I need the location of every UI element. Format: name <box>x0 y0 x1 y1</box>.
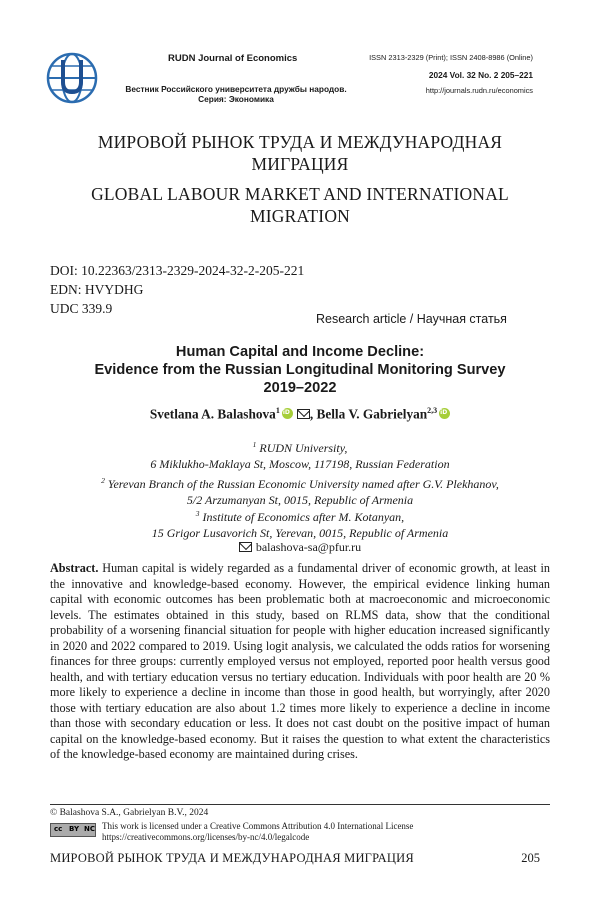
article-type: Research article / Научная статья <box>316 312 507 326</box>
edn: EDN: HVYDHG <box>50 282 144 297</box>
email-icon <box>239 542 252 552</box>
rudn-logo-icon <box>46 52 98 104</box>
section-title-en-line1: GLOBAL LABOUR MARKET AND INTERNATIONAL <box>91 184 509 204</box>
footnote-divider <box>50 804 550 805</box>
affiliation-address: 6 Miklukho-Maklaya St, Moscow, 117198, Russian Federation <box>150 457 450 471</box>
affiliation-address: 5/2 Arzumanyan St, 0015, Republic of Armenia <box>186 493 414 507</box>
license-url[interactable]: https://creativecommons.org/licenses/by-nc/4.0/legalcode <box>102 832 310 842</box>
article-title-line1: Human Capital and Income Decline: <box>175 344 425 360</box>
cc-by-nc-icon[interactable]: cc BY NC <box>50 823 96 837</box>
affiliation-mark: 2 <box>101 476 105 485</box>
email-icon[interactable] <box>297 409 310 419</box>
article-identifiers <box>50 261 304 318</box>
article-title <box>50 343 550 397</box>
affiliation-name: Institute of Economics after M. Kotanyan, <box>199 510 405 524</box>
abstract-text: Human capital is widely regarded as a fundamental driver of economic growth, at least in the innovative and knowledge-based economy. However, the empirical evidence linking human capital with economic outcomes has been problematic both at macroeconomic and microeconomic levels. The estimates obtained in this study, based on RLMS data, show that the conditional probability of a worsening financial situation for people with higher education increased significantly in 2020 and 2022 compared to 2019. Using logit analysis, we calculated the odds ratios for worsening finances for three groups: currently employed versus not employed, reported poor health versus good health, and with tertiary education versus no tertiary education. Individuals with poor health are 20 % more likely to experience a decline in income than those in good health, but worryingly, after 2020 those with tertiary education are also about 1.2 times more likely to experience a decline in income than those with secondary education or less. It does not cast doubt on the positive impact of human capital on the knowledge-based economy. But it raises the question to what extent the characteristics of the knowledge-based economy are maintained during crises. <box>50 561 550 761</box>
doi[interactable]: DOI: 10.22363/2313-2329-2024-32-2-205-221 <box>50 263 305 278</box>
journal-title-ru-line2: Серия: Экономика <box>198 94 274 104</box>
affiliation-mark: 3 <box>195 509 200 518</box>
page-number: 205 <box>521 851 540 865</box>
affiliation-name: Yerevan Branch of the Russian Economic University named after G.V. Plekhanov, <box>104 477 499 491</box>
author-separator: , <box>309 406 317 422</box>
section-title-en <box>60 183 540 227</box>
abstract <box>50 561 550 763</box>
article-title-line2: Evidence from the Russian Longitudinal Monitoring Survey <box>94 362 506 378</box>
affiliation-2 <box>50 473 550 508</box>
license-text: This work is licensed under a Creative Commons Attribution 4.0 International License <box>102 821 414 831</box>
author-affiliation-mark: 2,3 <box>427 406 438 415</box>
email-address[interactable]: balashova-sa@pfur.ru <box>255 540 362 554</box>
article-title-line3: 2019–2022 <box>263 380 337 396</box>
affiliation-address: 15 Grigor Lusavorich St, Yerevan, 0015, Republic of Armenia <box>151 526 449 540</box>
abstract-label: Abstract. <box>50 561 99 575</box>
orcid-icon[interactable] <box>439 408 450 419</box>
corresponding-email <box>50 540 550 555</box>
author-affiliation-mark: 1 <box>275 406 280 415</box>
issn: ISSN 2313-2329 (Print); ISSN 2408-8986 (Online) <box>369 53 533 62</box>
udc: UDC 339.9 <box>50 301 113 316</box>
copyright: © Balashova S.A., Gabrielyan B.V., 2024 <box>50 808 209 818</box>
authors <box>50 406 550 422</box>
affiliation-name: RUDN University, <box>256 441 348 455</box>
journal-url[interactable]: http://journals.rudn.ru/economics <box>425 86 533 95</box>
section-title-ru-line2: МИГРАЦИЯ <box>251 154 349 174</box>
section-title-ru-line1: МИРОВОЙ РЫНОК ТРУДА И МЕЖДУНАРОДНАЯ <box>97 132 503 152</box>
section-title-ru <box>60 131 540 175</box>
affiliation-1 <box>50 437 550 472</box>
volume-info: 2024 Vol. 32 No. 2 205–221 <box>428 70 533 80</box>
journal-title-ru <box>116 84 356 104</box>
affiliation-3 <box>50 506 550 541</box>
orcid-icon[interactable] <box>282 408 293 419</box>
license <box>102 821 413 843</box>
affiliation-mark: 1 <box>252 440 257 449</box>
section-title-en-line2: MIGRATION <box>250 206 350 226</box>
journal-title: RUDN Journal of Economics <box>168 53 298 64</box>
journal-title-ru-line1: Вестник Российского университета дружбы народов. <box>125 84 347 94</box>
author-name: Bella V. Gabrielyan <box>316 406 428 422</box>
running-footer-section: МИРОВОЙ РЫНОК ТРУДА И МЕЖДУНАРОДНАЯ МИГРАЦИЯ <box>50 851 414 865</box>
author-name: Svetlana A. Balashova <box>149 406 276 422</box>
